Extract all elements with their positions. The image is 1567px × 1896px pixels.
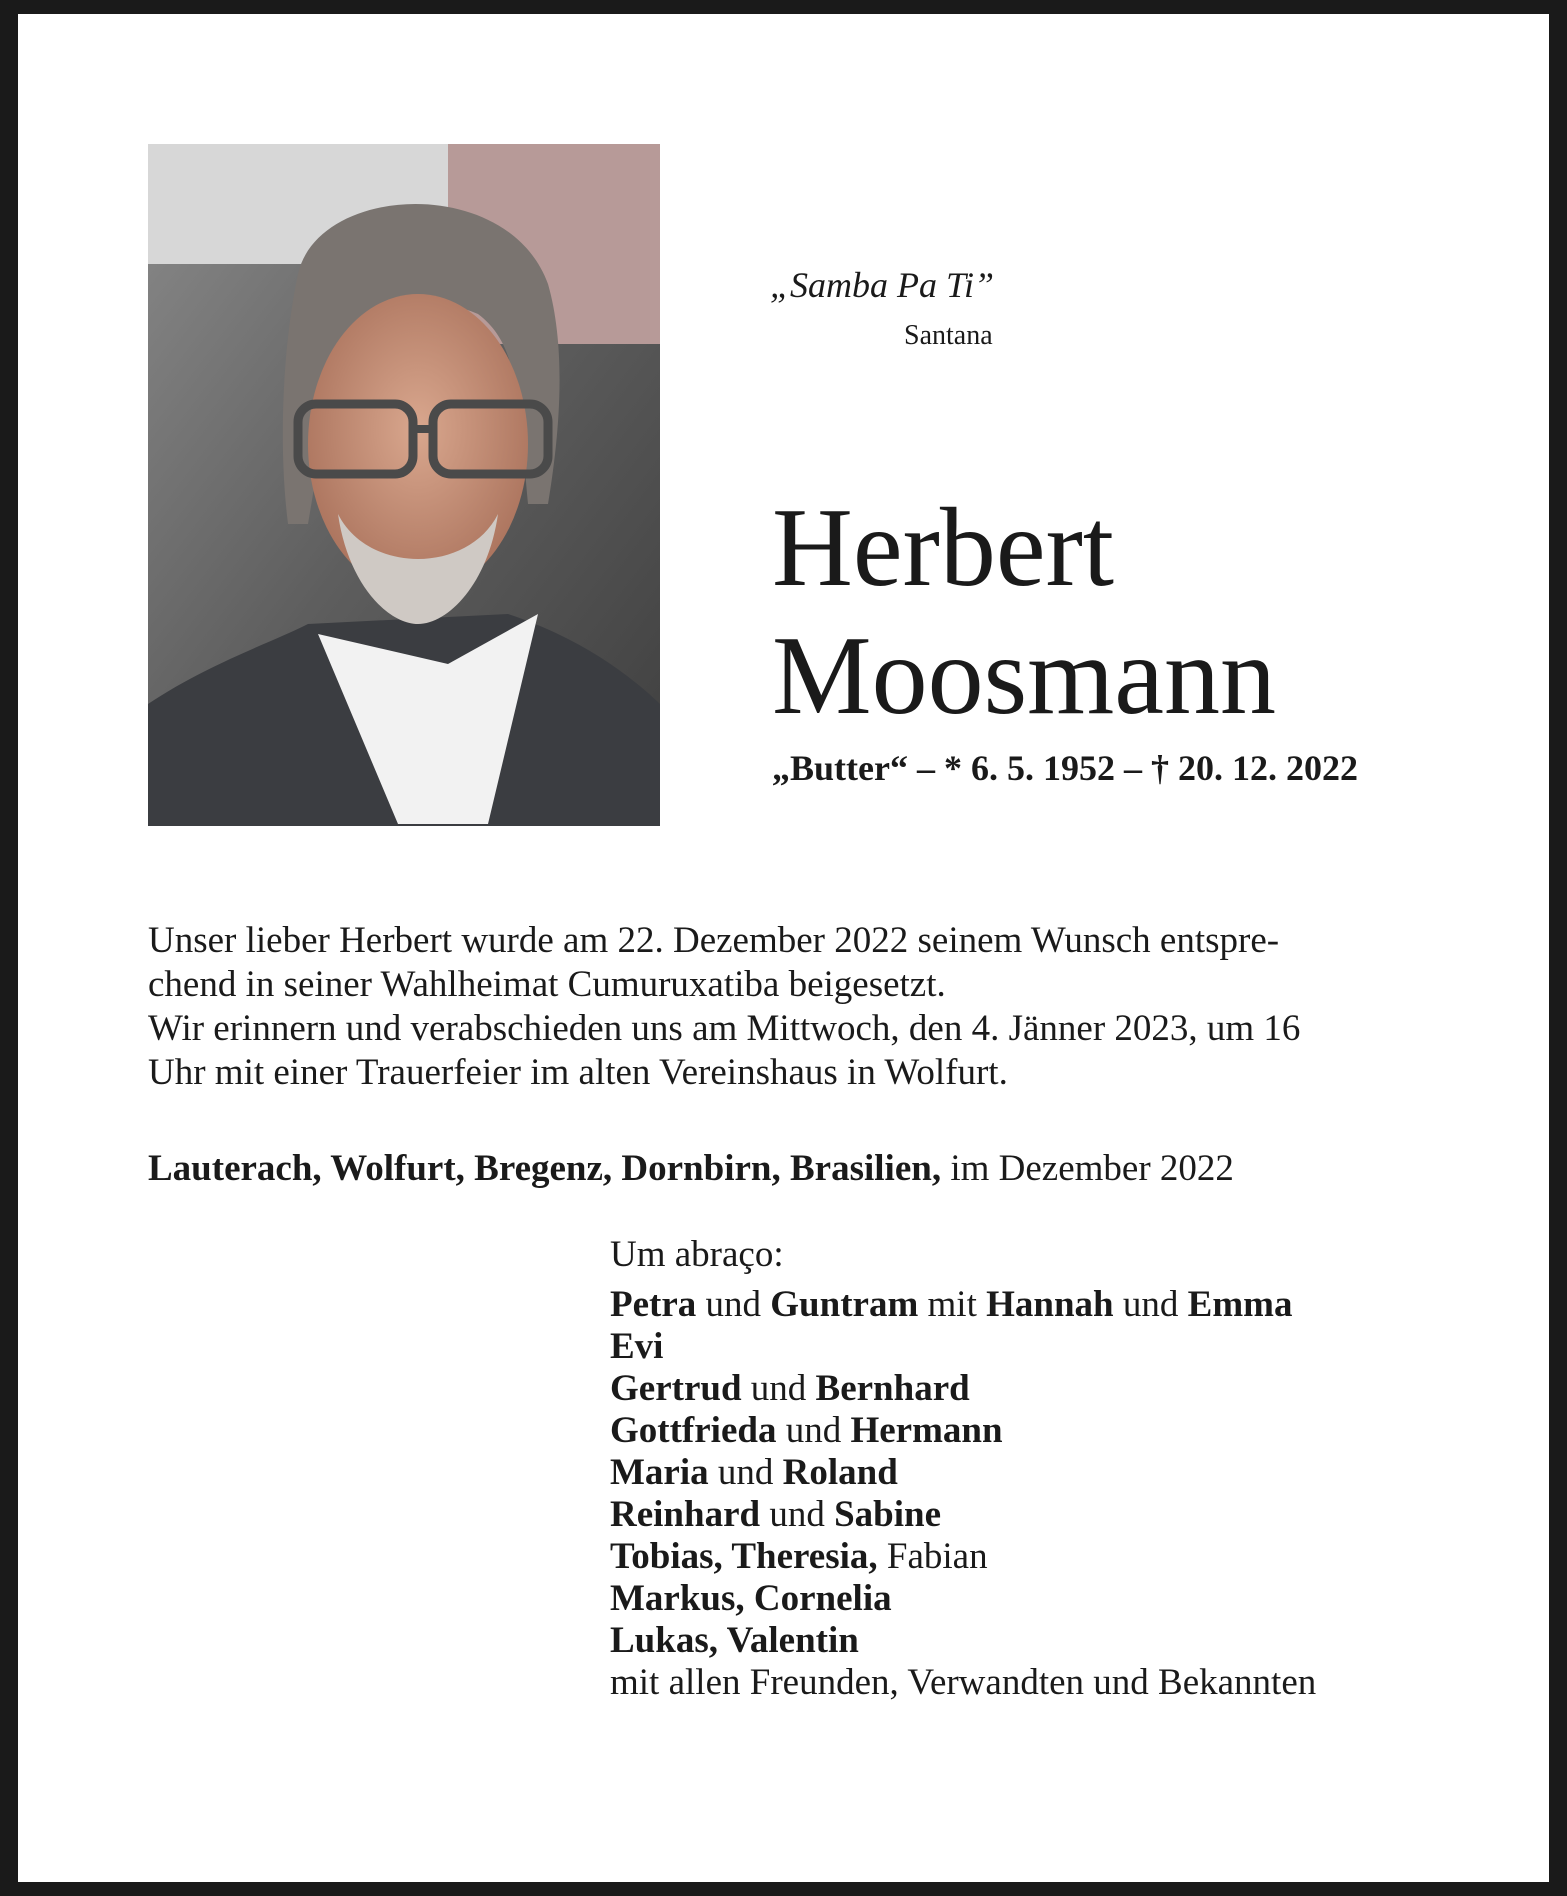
mourner-name: Petra bbox=[610, 1284, 697, 1325]
mourner-name: Bernhard bbox=[815, 1368, 970, 1409]
mourner-name: Gertrud bbox=[610, 1368, 742, 1409]
connector: und bbox=[1113, 1284, 1188, 1325]
mourner-name: Tobias, Theresia, bbox=[610, 1536, 878, 1577]
connector: und bbox=[708, 1452, 783, 1493]
first-name: Herbert bbox=[772, 486, 1115, 610]
mourner-row bbox=[610, 1536, 1316, 1578]
mourner-name: Roland bbox=[782, 1452, 898, 1493]
mourner-name: Guntram bbox=[770, 1284, 919, 1325]
mourner-row: Lukas, Valentin bbox=[610, 1620, 859, 1661]
announcement-line: chend in seiner Wahlheimat Cumuruxatiba beigesetzt. bbox=[148, 964, 946, 1005]
mourner-name: Reinhard bbox=[610, 1494, 761, 1535]
quote-text: „Samba Pa Ti” bbox=[770, 265, 995, 305]
places-and-date bbox=[148, 1147, 1234, 1190]
mourner-row: Markus, Cornelia bbox=[610, 1578, 892, 1619]
month-year: im Dezember 2022 bbox=[941, 1148, 1234, 1189]
mourner-name: Maria bbox=[610, 1452, 709, 1493]
connector: und bbox=[741, 1368, 816, 1409]
announcement-line: Uhr mit einer Trauerfeier im alten Vereinshaus in Wolfurt. bbox=[148, 1052, 1008, 1093]
mourner-row bbox=[610, 1284, 1316, 1326]
last-name: Moosmann bbox=[772, 614, 1276, 738]
closing-line: mit allen Freunden, Verwandten und Bekannten bbox=[610, 1662, 1317, 1703]
quote-author: Santana bbox=[904, 320, 993, 351]
mourner-name: Hannah bbox=[986, 1284, 1114, 1325]
mourner-row bbox=[610, 1452, 1316, 1494]
connector: mit bbox=[918, 1284, 987, 1325]
mourner-name: Sabine bbox=[834, 1494, 942, 1535]
mourners-list bbox=[610, 1234, 1316, 1704]
greeting: Um abraço: bbox=[610, 1234, 784, 1275]
announcement-line: Wir erinnern und verabschieden uns am Mittwoch, den 4. Jänner 2023, um 16 bbox=[148, 1008, 1301, 1049]
life-dates: „Butter“ – * 6. 5. 1952 – † 20. 12. 2022 bbox=[772, 748, 1358, 788]
mourner-row bbox=[610, 1410, 1316, 1452]
portrait-photo bbox=[148, 144, 660, 826]
deceased-name bbox=[772, 484, 1276, 740]
connector: und bbox=[776, 1410, 851, 1451]
mourner-name: Hermann bbox=[850, 1410, 1003, 1451]
portrait-image bbox=[148, 144, 660, 826]
connector: und bbox=[760, 1494, 835, 1535]
mourner-row bbox=[610, 1368, 1316, 1410]
mourner-row: Evi bbox=[610, 1326, 664, 1367]
announcement-line: Unser lieber Herbert wurde am 22. Dezember 2022 seinem Wunsch entspre- bbox=[148, 920, 1280, 961]
announcement-text bbox=[148, 919, 1458, 1095]
mourner-name: Gottfrieda bbox=[610, 1410, 777, 1451]
connector: und bbox=[696, 1284, 771, 1325]
mourner-name: Emma bbox=[1187, 1284, 1293, 1325]
mourner-name: Fabian bbox=[877, 1536, 988, 1577]
places-list: Lauterach, Wolfurt, Bregenz, Dornbirn, Brasilien, bbox=[148, 1148, 942, 1189]
mourner-row bbox=[610, 1494, 1316, 1536]
